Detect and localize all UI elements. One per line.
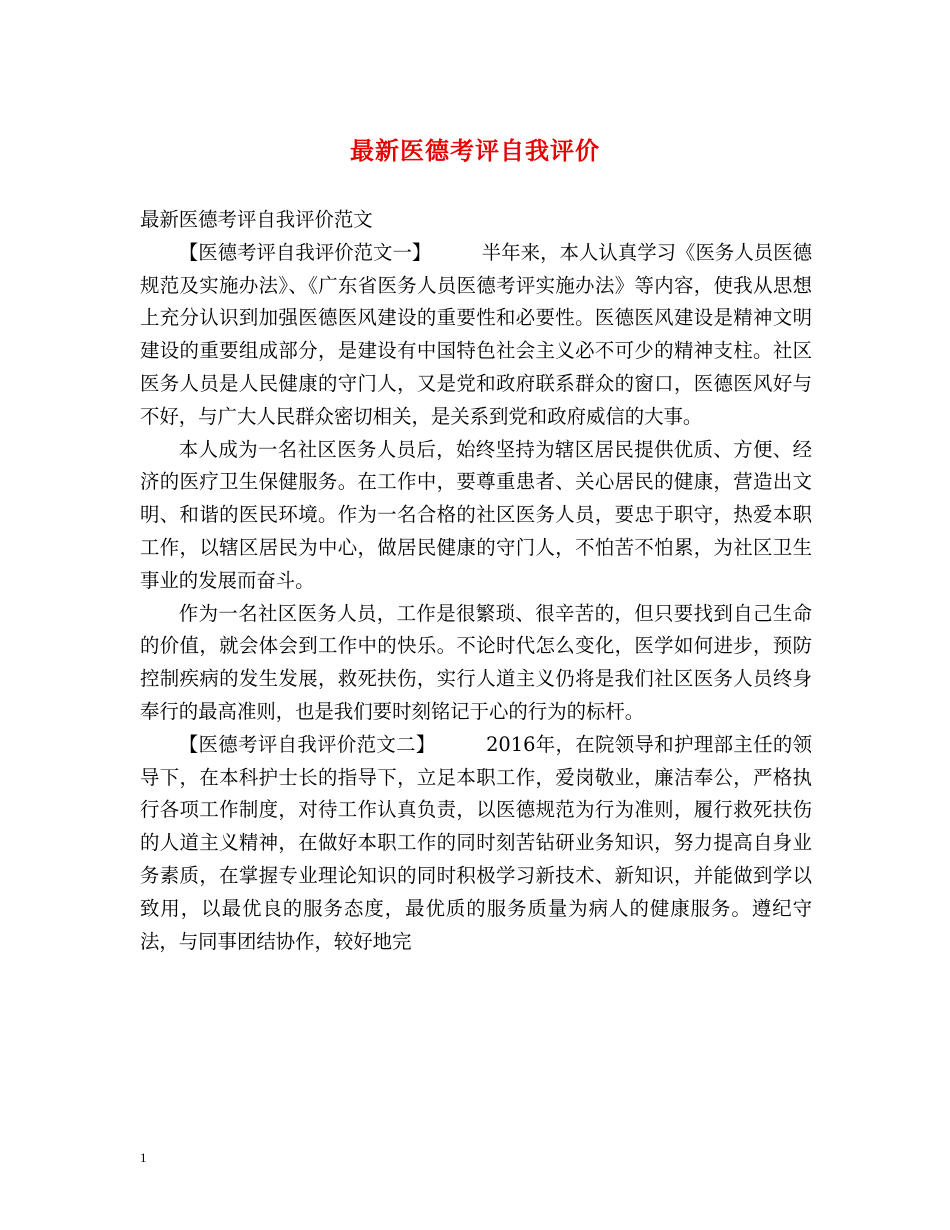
paragraph-text-3: 作为一名社区医务人员，工作是很繁琐、很辛苦的，但只要找到自己生命的价值，就会体会到工作中的快乐。不论时代怎么变化，医学如何进步，预防控制疾病的发生发展，救死扶伤，实行人道主义仍将是我们社区医务人员终身奉行的最高准则，也是我们要时刻铭记于心的行为的标杆。 — [140, 601, 812, 723]
paragraph-text-2: 本人成为一名社区医务人员后，始终坚持为辖区居民提供优质、方便、经济的医疗卫生保健服务。在工作中，要尊重患者、关心居民的健康，营造出文明、和谐的医民环境。作为一名合格的社区医务人员，要忠于职守，热爱本职工作，以辖区居民为中心，做居民健康的守门人，不怕苦不怕累，为社区卫生事业的发展而奋斗。 — [140, 437, 812, 592]
section-tag-1: 【医德考评自我评价范文一】 — [178, 240, 432, 264]
paragraph-4 — [140, 729, 812, 959]
page-number: 1 — [140, 1150, 147, 1165]
paragraph-text-1: 半年来，本人认真学习《医务人员医德规范及实施办法》、《广东省医务人员医德考评实施办法》等内容，使我从思想上充分认识到加强医德医风建设的重要性和必要性。医德医风建设是精神文明建设的重要组成部分，是建设有中国特色社会主义必不可少的精神支柱。社区医务人员是人民健康的守门人，又是党和政府联系群众的窗口，医德医风好与不好，与广大人民群众密切相关，是关系到党和政府威信的大事。 — [140, 240, 812, 428]
document-body — [140, 204, 812, 958]
paragraph-1 — [140, 237, 812, 434]
document-subtitle: 最新医德考评自我评价范文 — [140, 208, 373, 231]
paragraph-text-4: 2016年，在院领导和护理部主任的领导下，在本科护士长的指导下，立足本职工作，爱岗敬业，廉洁奉公，严格执行各项工作制度，对待工作认真负责，以医德规范为行为准则，履行救死扶伤的人道主义精神，在做好本职工作的同时刻苦钻研业务知识，努力提高自身业务素质，在掌握专业理论知识的同时积极学习新技术、新知识，并能做到学以致用，以最优良的服务态度，最优质的服务质量为病人的健康服务。遵纪守法，与同事团结协作，较好地完 — [140, 732, 812, 953]
section-tag-2: 【医德考评自我评价范文二】 — [178, 732, 436, 756]
paragraph-3 — [140, 598, 812, 729]
paragraph-2 — [140, 434, 812, 598]
document-title: 最新医德考评自我评价 — [350, 136, 600, 165]
